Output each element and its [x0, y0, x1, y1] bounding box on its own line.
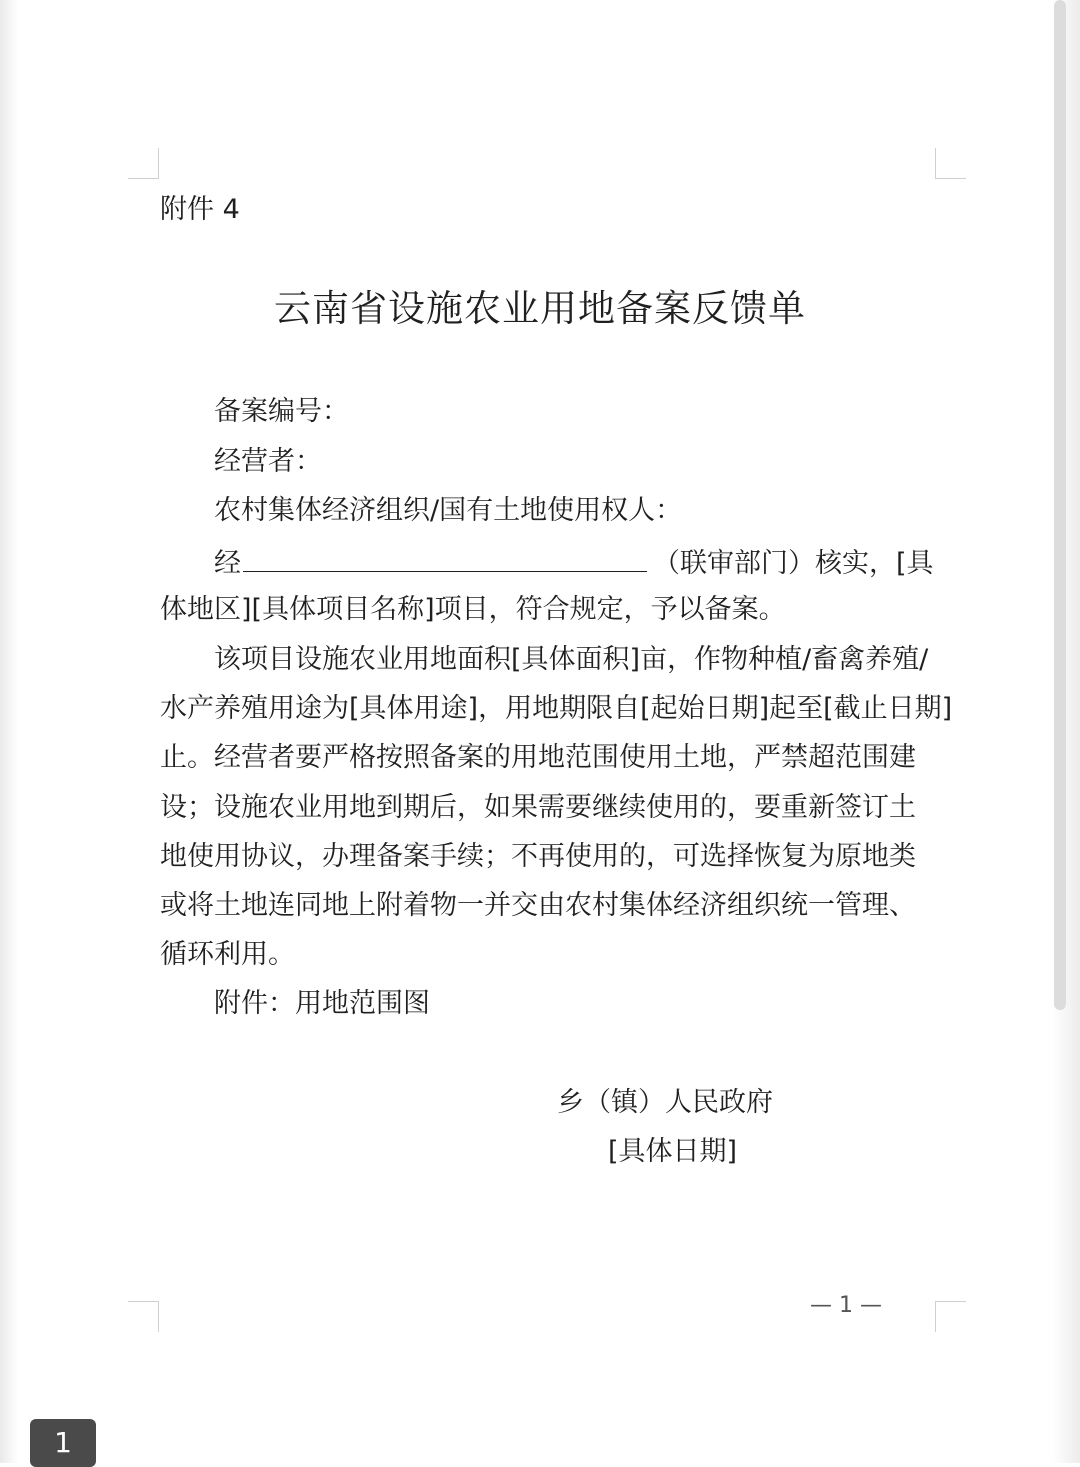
page-shadow-left: [0, 0, 18, 1463]
attachment-reference: 附件：用地范围图: [214, 988, 430, 1019]
signature-organization: 乡（镇）人民政府: [557, 1087, 773, 1118]
department-blank: [243, 547, 647, 572]
collective-field: 农村集体经济组织/国有土地使用权人：: [214, 495, 683, 526]
body-line: 水产养殖用途为[具体用途]，用地期限自[起始日期]起至[截止日期]: [160, 693, 953, 724]
verify-line: [214, 547, 934, 577]
verify-line-2: 体地区][具体项目名称]项目，符合规定，予以备案。: [160, 594, 786, 625]
margin-corner-mark: [935, 148, 966, 179]
body-line: 止。经营者要严格按照备案的用地范围使用土地，严禁超范围建: [160, 742, 916, 773]
attachment-label: 附件 4: [160, 194, 240, 225]
signature-date: [具体日期]: [608, 1136, 738, 1167]
vertical-scrollbar[interactable]: [1054, 0, 1066, 1010]
body-line: 地使用协议，办理备案手续；不再使用的，可选择恢复为原地类: [160, 841, 916, 872]
record-number-field: 备案编号：: [214, 396, 349, 427]
operator-field: 经营者：: [214, 446, 322, 477]
verify-suffix: （联审部门）核实，[具: [653, 548, 934, 579]
page-indicator-badge[interactable]: 1: [30, 1419, 96, 1467]
body-line: 该项目设施农业用地面积[具体面积]亩，作物种植/畜禽养殖/: [214, 644, 929, 675]
page-number: — 1 —: [810, 1293, 882, 1318]
body-line: 或将土地连同地上附着物一并交由农村集体经济组织统一管理、: [160, 890, 916, 921]
body-line: 循环利用。: [160, 939, 295, 970]
body-line: 设；设施农业用地到期后，如果需要继续使用的，要重新签订土: [160, 792, 916, 823]
verify-prefix: 经: [214, 548, 241, 579]
margin-corner-mark: [128, 1301, 159, 1332]
margin-corner-mark: [128, 148, 159, 179]
margin-corner-mark: [935, 1301, 966, 1332]
document-title: 云南省设施农业用地备案反馈单: [274, 287, 806, 330]
